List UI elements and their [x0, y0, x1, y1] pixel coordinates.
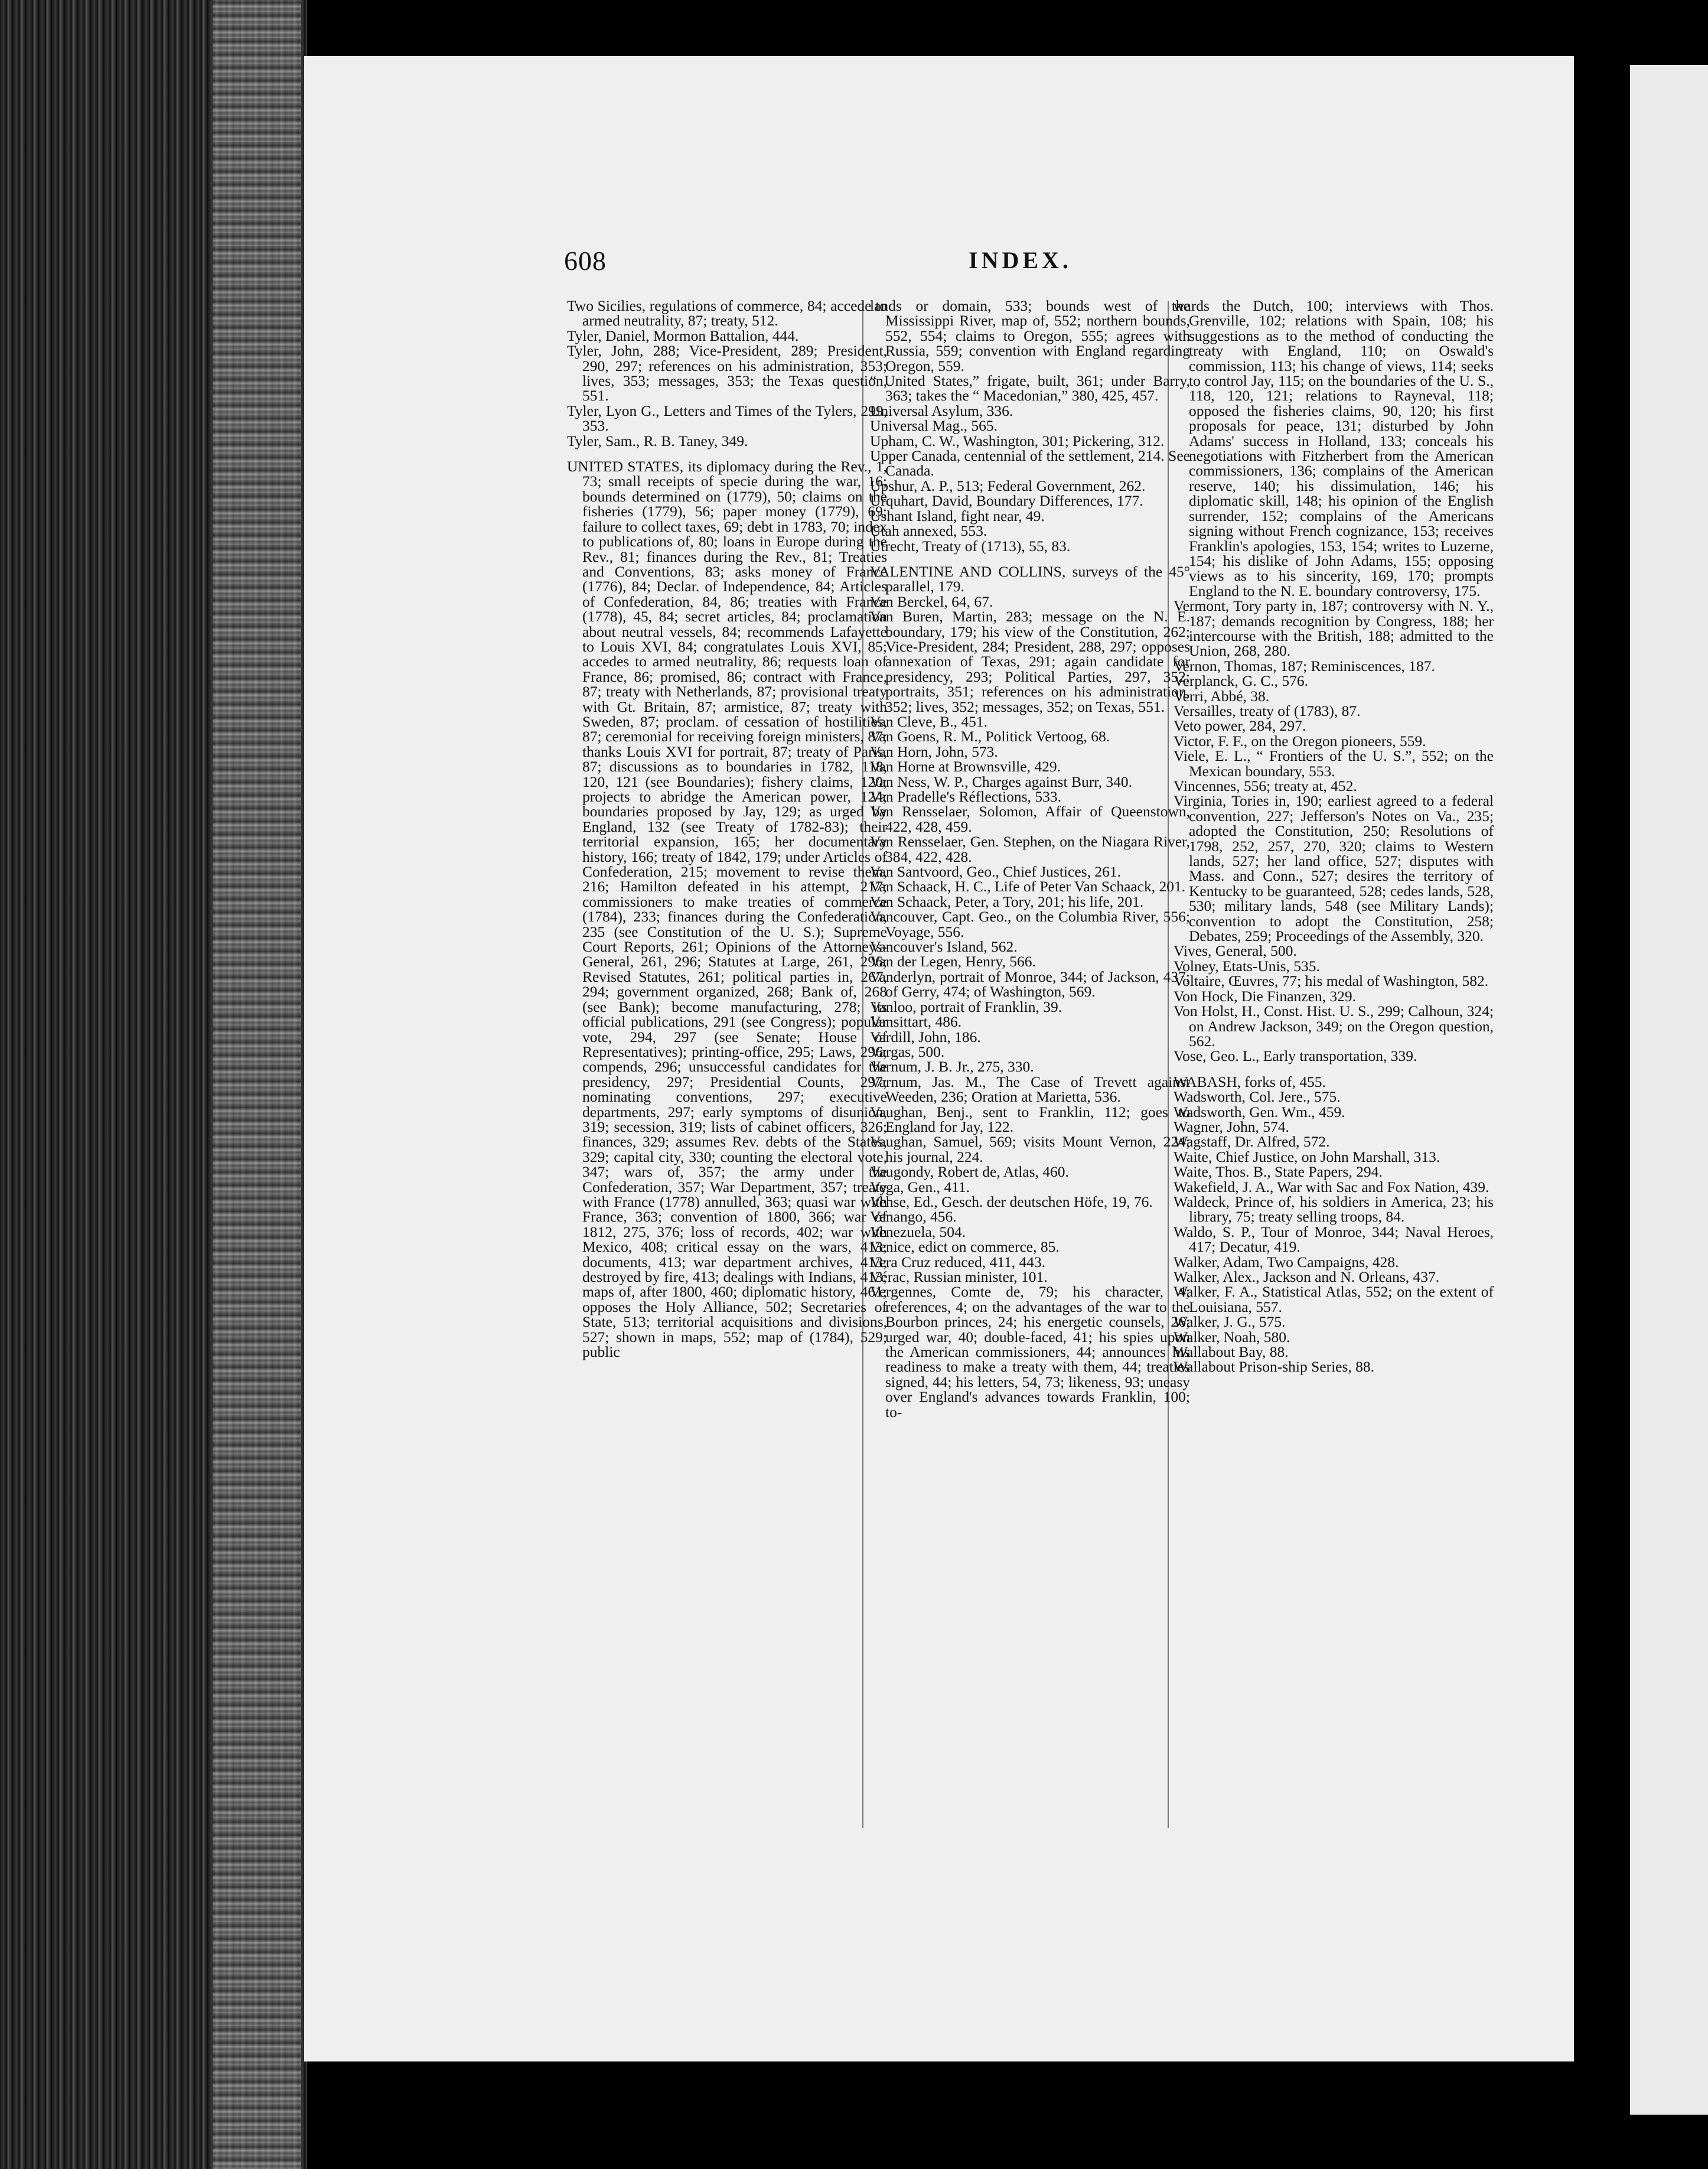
index-entry: Upper Canada, centennial of the settlement, 214. See Canada.: [870, 447, 1190, 480]
index-entry: Von Holst, H., Const. Hist. U. S., 299; Calhoun, 324; on Andrew Jackson, 349; on the Oregon question, 562.: [1174, 1002, 1494, 1050]
index-entry: Viele, E. L., “ Frontiers of the U. S.”, 552; on the Mexican boundary, 553.: [1174, 747, 1494, 780]
index-entry: Versailles, treaty of (1783), 87.: [1174, 702, 1361, 719]
index-entry: Vehse, Ed., Gesch. der deutschen Höfe, 19, 76.: [870, 1193, 1153, 1210]
index-entry: Van Ness, W. P., Charges against Burr, 340.: [870, 773, 1133, 790]
index-entry: Vermont, Tory party in, 187; controversy with N. Y., 187; demands recognition by Congress, 188; her intercourse with the British, 188; admitted to the Union, 268, 280.: [1174, 597, 1494, 660]
index-entry: Walker, F. A., Statistical Atlas, 552; on the extent of Louisiana, 557.: [1174, 1283, 1494, 1315]
index-entry: Vancouver's Island, 562.: [870, 938, 1018, 956]
index-entry: Walker, Alex., Jackson and N. Orleans, 437.: [1174, 1268, 1440, 1285]
index-entry: Wallabout Bay, 88.: [1174, 1343, 1289, 1361]
index-entry: Tyler, John, 288; Vice-President, 289; President, 290, 297; references on his administration, 353; lives, 353; messages, 353; the Texas question, 551.: [567, 342, 887, 405]
index-entry: Vanderlyn, portrait of Monroe, 344; of Jackson, 437; of Gerry, 474; of Washington, 569.: [870, 968, 1190, 1001]
index-entry: UNITED STATES, its diplomacy during the Rev., 1, 73; small receipts of specie during the war, 16; bounds determined on (1779), 50; claims on the fisheries (1779), 56; paper money (1779), 69; failure to collect taxes, 69; debt in 1783, 70; index to publications of, 80; loans in Europe during the Rev., 81; finances during the Rev., 81; Treaties and Conventions, 83; asks money of France (1776), 84; Declar. of Independence, 84; Articles of Confederation, 84, 86; treaties with France (1778), 45, 84; secret articles, 84; proclamation about neutral vessels, 84; recommends Lafayette to Louis XVI, 84; congratulates Louis XVI, 85; accedes to armed neutrality, 86; requests loan of France, 86; promised, 86; contract with France, 87; treaty with Netherlands, 87; provisional treaty with Gt. Britain, 87; armistice, 87; treaty with Sweden, 87; proclam. of cessation of hostilities, 87; ceremonial for receiving foreign ministers, 87; thanks Louis XVI for portrait, 87; treaty of Paris, 87; discussions as to boundaries in 1782, 118, 120, 121 (see Boundaries); fishery claims, 120; projects to abridge the American power, 124; boundaries proposed by Jay, 129; as urged by England, 132 (see Treaty of 1782-83); their territorial expansion, 165; her documentary history, 166; treaty of 1842, 179; under Articles of Confederation, 215; movement to revise them, 216; Hamilton defeated in his attempt, 217; commissioners to make treaties of commerce (1784), 233; finances during the Confederation, 235 (see Constitution of the U. S.); Supreme Court Reports, 261; Opinions of the Attorneys-General, 261, 296; Statutes at Large, 261, 296; Revised Statutes, 261; political parties in, 267, 294; government organized, 268; Bank of, 268 (see Bank); become manufacturing, 278; its official publications, 291 (see Congress); popular vote, 294, 297 (see Senate; House of Representatives); printing-office, 295; Laws, 296; compends, 296; unsuccessful candidates for the presidency, 297; Presidential Counts, 297; nominating conventions, 297; executive departments, 297; early symptoms of disunion, 319; secession, 319; lists of cabinet officers, 326; finances, 329; assumes Rev. debts of the States, 329; capital city, 330; counting the electoral vote, 347; wars of, 357; the army under the Confederation, 357; War Department, 357; treaty with France (1778) annulled, 363; quasi war with France, 363; convention of 1800, 366; war of 1812, 275, 376; loss of records, 402; war with Mexico, 408; critical essay on the wars, 413; documents, 413; war department archives, 413; destroyed by fire, 413; dealings with Indians, 413; maps of, after 1800, 460; diplomatic history, 461; opposes the Holy Alliance, 502; Secretaries of State, 513; territorial acquisitions and divisions, 527; shown in maps, 552; map of (1784), 529; public: [567, 458, 887, 1361]
index-entry: Varnum, J. B. Jr., 275, 330.: [870, 1058, 1034, 1076]
index-entry: Waite, Chief Justice, on John Marshall, 313.: [1174, 1148, 1440, 1165]
index-entry: Van Goens, R. M., Politick Vertoog, 68.: [870, 728, 1110, 745]
index-entry: Tyler, Lyon G., Letters and Times of the Tylers, 299, 353.: [567, 402, 887, 435]
index-entry: Walker, Noah, 580.: [1174, 1328, 1290, 1346]
index-entry: Voltaire, Œuvres, 77; his medal of Washington, 582.: [1174, 972, 1489, 990]
index-entry: Vincennes, 556; treaty at, 452.: [1174, 777, 1357, 794]
index-entry: Vaughan, Benj., sent to Franklin, 112; goes to England for Jay, 122.: [870, 1103, 1190, 1135]
index-entry: Urquhart, David, Boundary Differences, 177.: [870, 492, 1143, 510]
index-entry: Vaughan, Samuel, 569; visits Mount Vernon, 224; his journal, 224.: [870, 1133, 1190, 1165]
index-entry: Van Cleve, B., 451.: [870, 712, 988, 730]
index-entry: Van Santvoord, Geo., Chief Justices, 261.: [870, 863, 1121, 881]
index-entry: Vansittart, 486.: [870, 1013, 962, 1031]
index-entry: Vancouver, Capt. Geo., on the Columbia River, 556; Voyage, 556.: [870, 908, 1190, 940]
index-entry: Vaugondy, Robert de, Atlas, 460.: [870, 1163, 1069, 1181]
index-entry: Venango, 456.: [870, 1208, 957, 1226]
index-entry: Universal Mag., 565.: [870, 417, 998, 435]
index-entry: Van Berckel, 64, 67.: [870, 592, 993, 610]
index-entry: Utah annexed, 553.: [870, 522, 987, 540]
index-entry: Walker, Adam, Two Campaigns, 428.: [1174, 1253, 1399, 1271]
index-entry: Van Rensselaer, Gen. Stephen, on the Niagara River, 384, 422, 428.: [870, 833, 1190, 865]
index-entry: Wadsworth, Col. Jere., 575.: [1174, 1088, 1341, 1106]
index-entry: Walker, J. G., 575.: [1174, 1313, 1286, 1331]
running-head: INDEX.: [969, 247, 1072, 273]
index-entry: WABASH, forks of, 455.: [1174, 1073, 1326, 1090]
index-entry: “ United States,” frigate, built, 361; under Barry, 363; takes the “ Macedonian,” 380, 425, 457.: [870, 372, 1190, 405]
index-entry: VALENTINE AND COLLINS, surveys of the 45° parallel, 179.: [870, 562, 1190, 595]
index-entry: Van Buren, Martin, 283; message on the N. E. boundary, 179; his view of the Constitution, 262; Vice-President, 284; President, 288, 297; opposes annexation of Texas, 291; again candidate for presidency, 293; Political Parties, 297, 352; portraits, 351; references on his administration, 352; lives, 352; messages, 352; on Texas, 551.: [870, 608, 1190, 715]
index-entry: Vera Cruz reduced, 411, 443.: [870, 1253, 1046, 1271]
index-entry: Volney, Etats-Unis, 535.: [1174, 957, 1320, 975]
index-entry: Vanloo, portrait of Franklin, 39.: [870, 998, 1062, 1015]
index-entry: Vergennes, Comte de, 79; his character, 4; references, 4; on the advantages of the war to the Bourbon princes, 24; his energetic counsels, 26; urged war, 40; double-faced, 41; his spies upon the American commissioners, 44; announces his readiness to make a treaty with them, 44; treaties signed, 44; his letters, 54, 73; likeness, 93; uneasy over England's advances towards Franklin, 100; to-: [870, 1283, 1190, 1421]
index-entry: Van Schaack, Peter, a Tory, 201; his life, 201.: [870, 893, 1144, 910]
facing-page-edge: [1630, 65, 1708, 2115]
index-entry: Upham, C. W., Washington, 301; Pickering, 312.: [870, 432, 1165, 450]
index-entry: Verri, Abbé, 38.: [1174, 687, 1270, 705]
index-entry: Vargas, 500.: [870, 1043, 945, 1060]
index-entry: Waldo, S. P., Tour of Monroe, 344; Naval Heroes, 417; Decatur, 419.: [1174, 1223, 1494, 1256]
index-entry: Waldeck, Prince of, his soldiers in America, 23; his library, 75; treaty selling troops, 84.: [1174, 1193, 1494, 1226]
index-entry: Veto power, 284, 297.: [1174, 717, 1306, 735]
index-entry: wards the Dutch, 100; interviews with Thos. Grenville, 102; relations with Spain, 108; his suggestions as to the method of conducting the treaty with England, 110; on Oswald's commission, 113; his change of views, 114; seeks to control Jay, 115; on the boundaries of the U. S., 118, 120, 121; relations to Rayneval, 118; opposed the fisheries claims, 90, 120; his first proposals for peace, 131; disturbed by John Adams' success in Holland, 133; conceals his negotiations with Fitzherbert from the American commissioners, 136; complains of the American reserve, 140; his dissimulation, 146; his diplomatic skill, 148; his opinion of the English surrender, 152; complains of the Americans signing without French cognizance, 153; receives Franklin's apologies, 153, 154; writes to Luzerne, 154; his dislike of John Adams, 155; opposing views as to his sincerity, 169, 170; prompts England to the N. E. boundary controversy, 175.: [1174, 297, 1494, 600]
index-entry: Van der Legen, Henry, 566.: [870, 953, 1036, 970]
page-number: 608: [564, 246, 607, 276]
index-entry: Vose, Geo. L., Early transportation, 339.: [1174, 1047, 1417, 1065]
index-entry: Virginia, Tories in, 190; earliest agreed to a federal convention, 227; Jefferson's Notes on Va., 235; adopted the Constitution, 250; Resolutions of 1798, 252, 257, 270, 320; claims to Western lands, 527; her land office, 527; disputes with Mass. and Conn., 527; desires the territory of Kentucky to be guaranteed, 528; cedes lands, 528, 530; military lands, 548 (see Military Lands); convention to adopt the Constitution, 258; Debates, 259; Proceedings of the Assembly, 320.: [1174, 792, 1494, 945]
index-entry: Upshur, A. P., 513; Federal Government, 262.: [870, 477, 1146, 494]
index-entry: Van Horne at Brownsville, 429.: [870, 758, 1061, 776]
index-entry: Venezuela, 504.: [870, 1223, 966, 1240]
index-entry: Vernon, Thomas, 187; Reminiscences, 187.: [1174, 657, 1435, 675]
index-entry: Wakefield, J. A., War with Sac and Fox Nation, 439.: [1174, 1178, 1489, 1196]
index-entry: Tyler, Daniel, Mormon Battalion, 444.: [567, 327, 799, 344]
index-entry: Vega, Gen., 411.: [870, 1178, 970, 1196]
index-entry: Von Hock, Die Finanzen, 329.: [1174, 987, 1357, 1005]
index-column-2: [870, 298, 1190, 1419]
index-entry: Utrecht, Treaty of (1713), 55, 83.: [870, 537, 1071, 555]
index-entry: Verplanck, G. C., 576.: [1174, 672, 1309, 690]
index-entry: Universal Asylum, 336.: [870, 402, 1013, 419]
index-column-3: [1174, 298, 1494, 1375]
index-entry: Wallabout Prison-ship Series, 88.: [1174, 1358, 1375, 1376]
index-entry: Tyler, Sam., R. B. Taney, 349.: [567, 432, 748, 450]
index-entry: Varnum, Jas. M., The Case of Trevett against Weeden, 236; Oration at Marietta, 536.: [870, 1073, 1190, 1106]
index-entry: Van Pradelle's Réflections, 533.: [870, 788, 1061, 805]
index-entry: Wagner, John, 574.: [1174, 1118, 1289, 1135]
index-entry: Van Horn, John, 573.: [870, 742, 998, 760]
index-column-1: [567, 298, 887, 1359]
index-entry: Van Rensselaer, Solomon, Affair of Queenstown, 422, 428, 459.: [870, 803, 1190, 835]
index-entry: Wadsworth, Gen. Wm., 459.: [1174, 1103, 1345, 1121]
index-page: [304, 56, 1574, 2061]
index-entry: Two Sicilies, regulations of commerce, 84; accede to armed neutrality, 87; treaty, 512.: [567, 297, 887, 330]
index-entry: Van Schaack, H. C., Life of Peter Van Schaack, 201.: [870, 878, 1186, 895]
index-entry: Vives, General, 500.: [1174, 942, 1297, 960]
index-entry: Vardill, John, 186.: [870, 1028, 981, 1046]
page-edges: [213, 0, 301, 2169]
index-entry: Vérac, Russian minister, 101.: [870, 1268, 1048, 1285]
index-entry: Venice, edict on commerce, 85.: [870, 1238, 1060, 1256]
index-entry: Wagstaff, Dr. Alfred, 572.: [1174, 1133, 1330, 1151]
index-entry: Victor, F. F., on the Oregon pioneers, 559.: [1174, 732, 1426, 750]
index-entry: Waite, Thos. B., State Papers, 294.: [1174, 1163, 1383, 1181]
index-entry: lands or domain, 533; bounds west of the Mississippi River, map of, 552; northern bounds, 552, 554; claims to Oregon, 555; agrees with Russia, 559; convention with England regarding Oregon, 559.: [870, 297, 1190, 374]
index-entry: Ushant Island, fight near, 49.: [870, 507, 1045, 525]
